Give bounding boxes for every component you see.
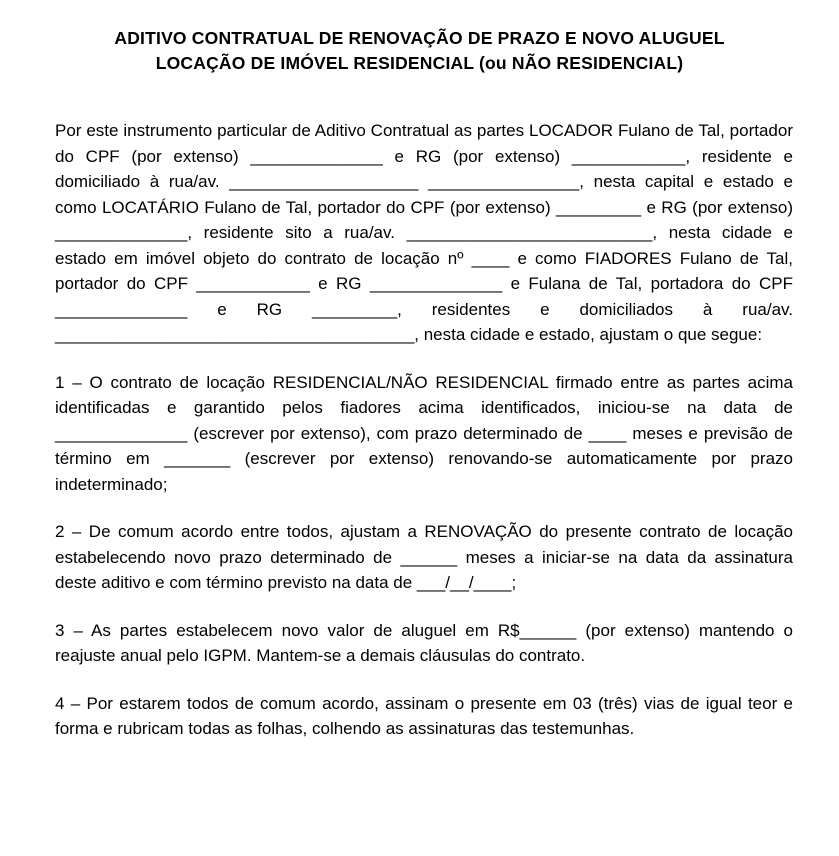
document-page	[0, 26, 839, 856]
paragraph-clause-3: 3 – As partes estabelecem novo valor de aluguel em R$______ (por extenso) mantendo o reajuste anual pelo IGPM. Mantem-se a demais cláusulas do contrato.	[55, 620, 793, 665]
paragraph-preamble: Por este instrumento particular de Aditivo Contratual as partes LOCADOR Fulano de Tal, portador do CPF (por extenso) ______________ e RG (por extenso) ____________, residente e domiciliado à rua/av. ____________________ ________________, nesta capital e estado e como LOCATÁRIO Fulano de Tal, portador do CPF (por extenso) _________ e RG (por extenso) ______________, residente sito a rua/av. __________________________, nesta cidade e estado em imóvel objeto do contrato de locação nº ____ e como FIADORES Fulano de Tal, portador do CPF ____________ e RG ______________ e Fulana de Tal, portadora do CPF ______________ e RG _________, residentes e domiciliados à rua/av. ______________________________________, nesta cidade e estado, ajustam o que segue:	[55, 121, 793, 344]
document-title-line-2: LOCAÇÃO DE IMÓVEL RESIDENCIAL (ou NÃO RESIDENCIAL)	[155, 53, 684, 73]
paragraph-clause-4: 4 – Por estarem todos de comum acordo, assinam o presente em 03 (três) vias de igual teor e forma e rubricam todas as folhas, colhendo as assinaturas das testemunhas.	[55, 693, 793, 738]
paragraph-clause-2: 2 – De comum acordo entre todos, ajustam a RENOVAÇÃO do presente contrato de locação estabelecendo novo prazo determinado de ______ meses a iniciar-se na data da assinatura deste aditivo e com término previsto na data de ___/__/____;	[55, 522, 793, 592]
document-title	[0, 26, 839, 76]
document-body	[0, 118, 839, 742]
document-title-line-1: ADITIVO CONTRATUAL DE RENOVAÇÃO DE PRAZO E NOVO ALUGUEL	[114, 28, 725, 48]
paragraph-clause-1: 1 – O contrato de locação RESIDENCIAL/NÃO RESIDENCIAL firmado entre as partes acima identificadas e garantido pelos fiadores acima identificados, iniciou-se na data de ______________ (escrever por extenso), com prazo determinado de ____ meses e previsão de término em _______ (escrever por extenso) renovando-se automaticamente por prazo indeterminado;	[55, 372, 793, 494]
